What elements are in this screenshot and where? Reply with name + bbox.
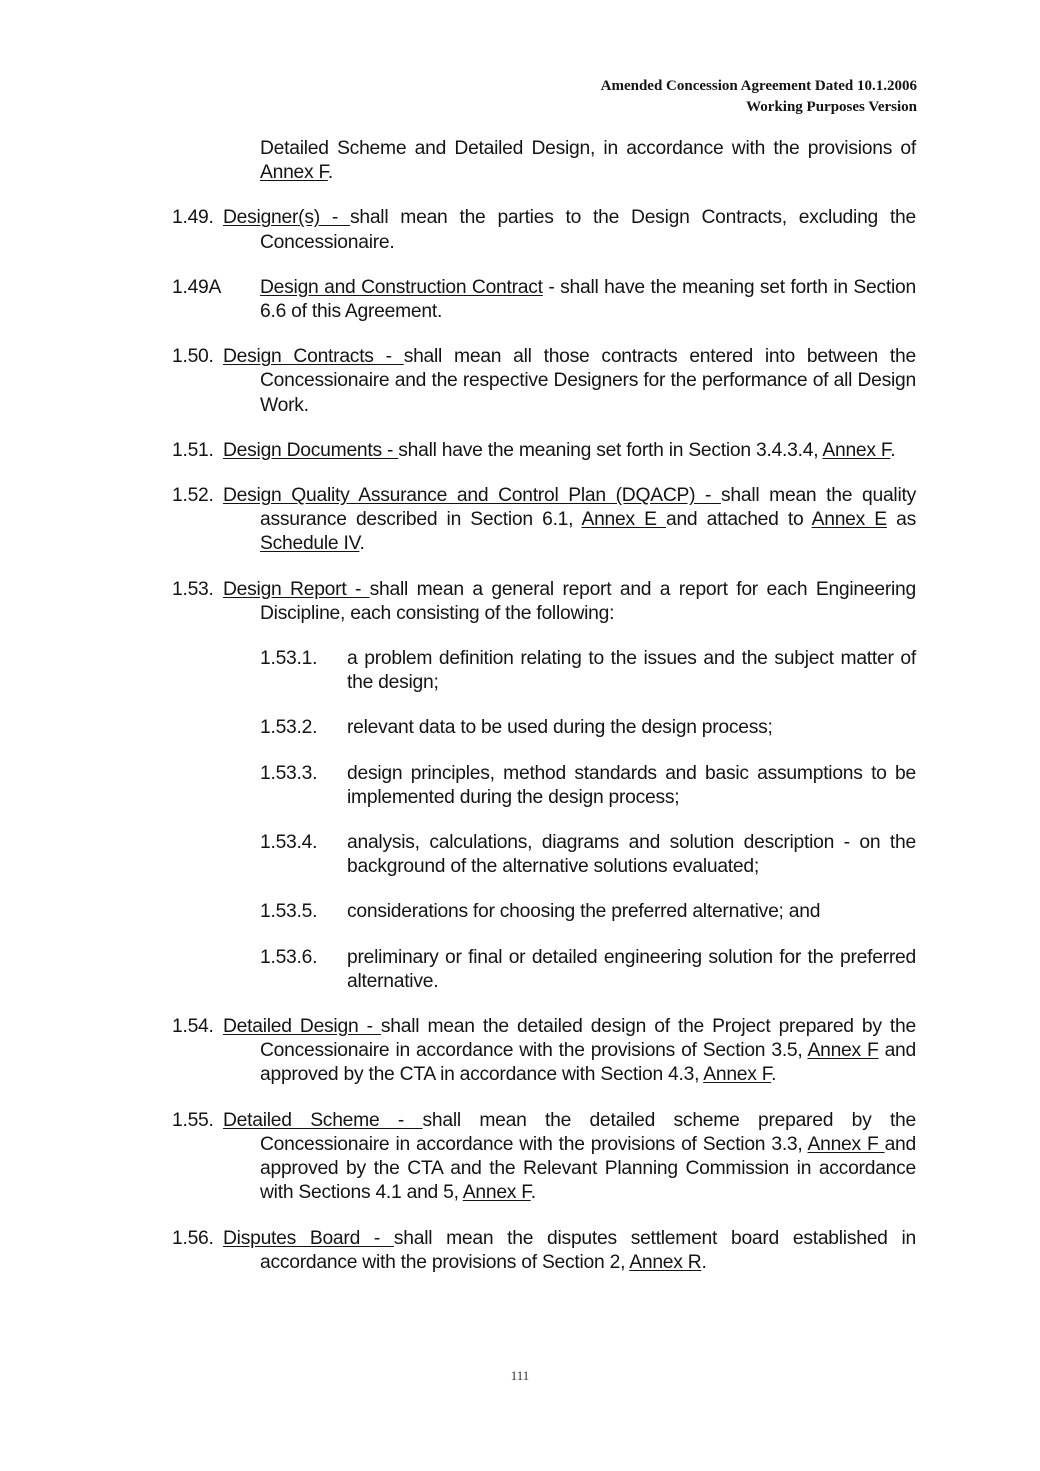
defined-term: Design Contracts -: [223, 346, 404, 368]
annex-link[interactable]: Annex F: [822, 439, 891, 461]
defined-term: Design and Construction Contract: [260, 276, 543, 298]
defined-term: Detailed Design -: [223, 1016, 381, 1038]
sub-item: 1.53.1. a problem definition relating to the issues and the subject matter of the design;: [260, 648, 916, 694]
annex-link[interactable]: Annex F: [260, 162, 328, 184]
clause-number: 1.53.: [172, 578, 214, 600]
clause-number: 1.56.: [172, 1227, 214, 1249]
defined-term: Design Report -: [223, 578, 370, 600]
definition-1-49: 1.49. Designer(s) - shall mean the parties to the Design Contracts, excluding the Concessionaire.: [172, 207, 917, 253]
definition-1-50: 1.50. Design Contracts - shall mean all those contracts entered into between the Concessionaire and the respective Designers for the performance of all Design Work.: [172, 346, 916, 416]
sub-item: 1.53.2. relevant data to be used during the design process;: [172, 716, 916, 740]
annex-link[interactable]: Annex E: [581, 509, 666, 531]
sub-item: 1.53.6. preliminary or final or detailed engineering solution for the preferred alternative.: [260, 946, 916, 992]
annex-link[interactable]: Annex E: [811, 509, 887, 531]
defined-term: Design Quality Assurance and Control Plan (DQACP) -: [223, 485, 721, 507]
sub-item: 1.53.5. considerations for choosing the preferred alternative; and: [172, 900, 916, 924]
annex-link[interactable]: Annex F: [462, 1182, 531, 1204]
clause-number: 1.55.: [172, 1109, 214, 1131]
definition-1-54: 1.54. Detailed Design - shall mean the detailed design of the Project prepared by the Concessionaire in accordance with the provisions of Section 3.5, Annex F and approved by the CTA in accordance with Section 4.3, Annex F.: [172, 1016, 916, 1086]
definition-1-56: 1.56. Disputes Board - shall mean the disputes settlement board established in accordance with the provisions of Section 2, Annex R.: [172, 1227, 916, 1273]
defined-term: Detailed Scheme -: [223, 1109, 423, 1131]
defined-term: Design Documents -: [223, 439, 399, 461]
sub-clause-number: 1.53.1.: [260, 648, 318, 670]
sub-item: 1.53.3. design principles, method standards and basic assumptions to be implemented during the design process;: [260, 762, 916, 808]
continuation-paragraph: Detailed Scheme and Detailed Design, in accordance with the provisions of Annex F.: [260, 138, 916, 184]
clause-number: 1.50.: [172, 346, 214, 368]
sub-clause-number: 1.53.4.: [260, 832, 318, 854]
annex-link[interactable]: Annex R: [629, 1251, 702, 1273]
defined-term: Designer(s) -: [223, 207, 350, 229]
clause-number: 1.51.: [172, 439, 214, 461]
sub-clause-number: 1.53.3.: [260, 762, 318, 784]
page-number: 111: [510, 1368, 530, 1383]
header-agreement-title: Amended Concession Agreement Dated 10.1.2006: [600, 78, 917, 94]
defined-term: Disputes Board -: [223, 1227, 394, 1249]
clause-number: 1.49.: [172, 207, 214, 229]
annex-link[interactable]: Annex F: [807, 1133, 885, 1155]
annex-link[interactable]: Annex F: [807, 1040, 879, 1062]
definition-1-53: 1.53. Design Report - shall mean a general report and a report for each Engineering Discipline, each consisting of the following:: [172, 578, 916, 624]
clause-number: 1.49A: [172, 276, 222, 298]
definition-1-55: 1.55. Detailed Scheme - shall mean the detailed scheme prepared by the Concessionaire in accordance with the provisions of Section 3.3, Annex F and approved by the CTA and the Relevant Planning Commission in accordance with Sections 4.1 and 5, Annex F.: [172, 1109, 916, 1204]
annex-link[interactable]: Annex F: [703, 1064, 772, 1086]
schedule-link[interactable]: Schedule IV: [260, 533, 360, 555]
document-body: [172, 137, 916, 1296]
header-version: Working Purposes Version: [746, 99, 917, 115]
sub-clause-number: 1.53.6.: [260, 946, 318, 968]
sub-clause-number: 1.53.5.: [260, 901, 318, 923]
clause-number: 1.52.: [172, 485, 214, 507]
definition-1-49a: 1.49A Design and Construction Contract - shall have the meaning set forth in Section 6.6 of this Agreement.: [172, 276, 916, 323]
definition-1-52: 1.52. Design Quality Assurance and Control Plan (DQACP) - shall mean the quality assurance described in Section 6.1, Annex E and attached to Annex E as Schedule IV.: [172, 485, 917, 555]
definition-1-51: 1.51. Design Documents - shall have the meaning set forth in Section 3.4.3.4, Annex F.: [172, 439, 916, 463]
running-header: [601, 76, 917, 118]
sub-item: 1.53.4. analysis, calculations, diagrams and solution description - on the background of the alternative solutions evaluated;: [260, 832, 916, 878]
clause-number: 1.54.: [172, 1016, 214, 1038]
sub-clause-number: 1.53.2.: [260, 717, 318, 739]
